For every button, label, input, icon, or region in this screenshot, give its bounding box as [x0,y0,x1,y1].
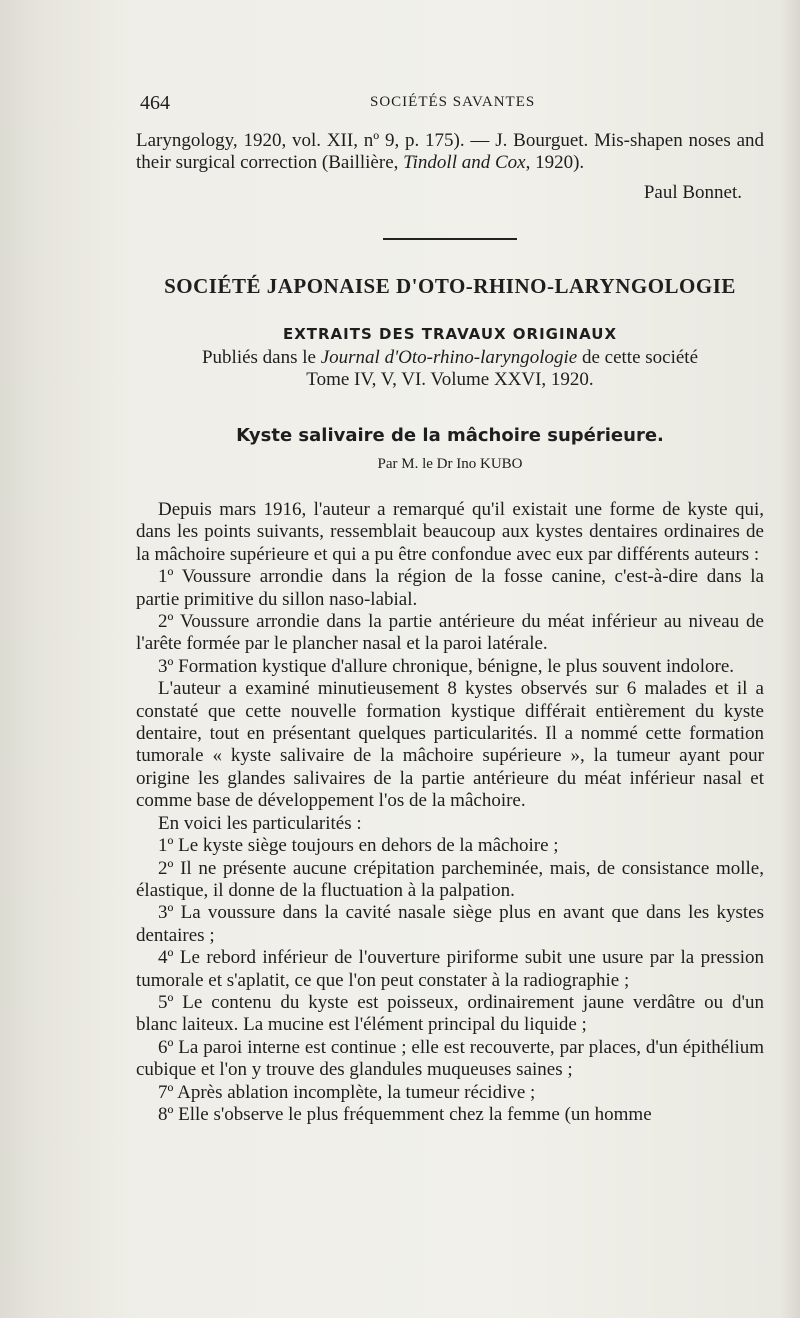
article-title: Kyste salivaire de la mâchoire supérieure. [236,425,664,446]
paragraph: 2º Voussure arrondie dans la partie antérieure du méat inférieur au niveau de l'arête formée par le plancher nasal et la paroi latérale. [136,611,764,655]
reference-publisher: Tindoll and Cox [403,152,526,173]
running-head: SOCIÉTÉS SAVANTES [370,94,536,110]
publication-volume: Tome IV, V, VI. Volume XXVI, 1920. [306,369,594,390]
publication-suffix: de cette société [577,347,699,368]
paragraph: 2º Il ne présente aucune crépitation parcheminée, mais, de consistance molle, élastique, il donne de la fluctuation à la palpation. [136,857,764,901]
paragraph: L'auteur a examiné minutieusement 8 kystes observés sur 6 malades et il a constaté que cette nouvelle formation kystique différait entièrement du kyste dentaire, tout en présentant quelques particularités. Il a nommé cette formation tumorale « kyste salivaire de la mâchoire supérieure », la tumeur ayant pour origine les glandes salivaires de la partie antérieure du méat inférieur nasal et comme base de développement l'os de la mâchoire. [136,678,764,812]
reference-text: Laryngology, 1920, vol. XII, nº 9, p. 175). — J. Bourguet. Mis-shapen noses and their surgical correction (Baillière, [136,130,764,173]
paragraph: Depuis mars 1916, l'auteur a remarqué qu'il existait une forme de kyste qui, dans les points suivants, ressemblait beaucoup aux kystes dentaires ordinaires de la mâchoire supérieure et qui a pu être confondue avec eux par différents auteurs : [136,499,764,565]
paragraph: 4º Le rebord inférieur de l'ouverture piriforme subit une usure par la pression tumorale et s'aplatit, ce que l'on peut constater à la radiographie ; [136,947,764,991]
article-byline: Par M. le Dr Ino KUBO [377,456,523,472]
paragraph: 7º Après ablation incomplète, la tumeur récidive ; [158,1081,536,1103]
paragraph: 3º La voussure dans la cavité nasale siège plus en avant que dans les kystes dentaires ; [136,902,764,946]
publication-prefix: Publiés dans le [201,347,321,368]
publication-note [136,347,764,391]
article-text [136,499,764,1126]
reference-entry [136,130,764,174]
paragraph: 6º La paroi interne est continue ; elle est recouverte, par places, d'un épithélium cubique et l'on y trouve des glandules muqueuses saines ; [136,1036,764,1081]
paragraph: 5º Le contenu du kyste est poisseux, ordinairement jaune verdâtre ou d'un blanc laiteux. La mucine est l'élément principal du liquide ; [136,991,764,1036]
section-divider [383,238,517,240]
paragraph: En voici les particularités : [158,812,362,834]
page-header [140,92,760,116]
reference-year: , 1920). [525,152,585,173]
journal-name: Journal d'Oto-rhino-laryngologie [320,347,578,368]
paragraph: 3º Formation kystique d'allure chronique, bénigne, le plus souvent indolore. [158,655,735,677]
paragraph: 8º Elle s'observe le plus fréquemment chez la femme (un homme [158,1103,652,1125]
page-number: 464 [140,92,170,114]
extraits-heading: EXTRAITS DES TRAVAUX ORIGINAUX [282,325,618,343]
page-body [136,130,764,1126]
reference-author: Paul Bonnet. [643,182,742,203]
society-heading: SOCIÉTÉ JAPONAISE D'OTO-RHINO-LARYNGOLOGIE [164,274,736,298]
paragraph: 1º Le kyste siège toujours en dehors de la mâchoire ; [158,835,559,857]
paragraph: 1º Voussure arrondie dans la région de la fosse canine, c'est-à-dire dans la partie primitive du sillon naso-labial. [136,566,764,610]
